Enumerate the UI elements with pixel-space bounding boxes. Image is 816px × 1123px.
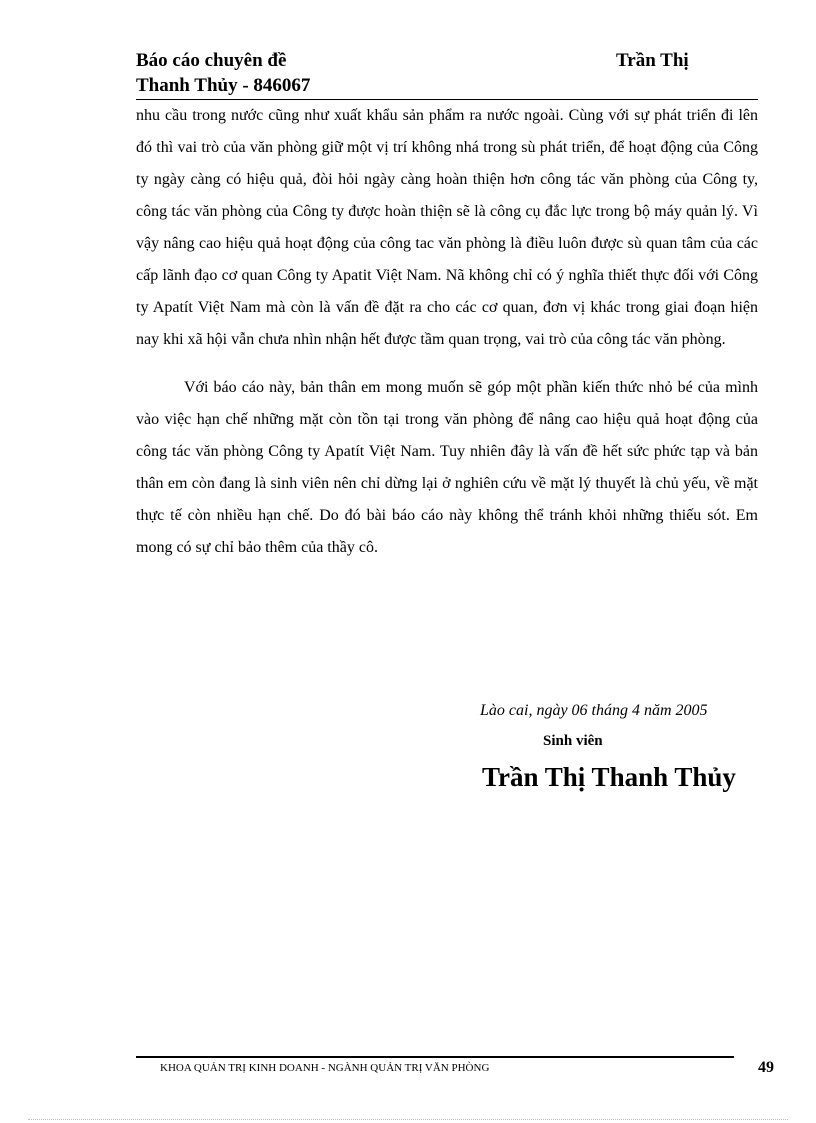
report-title: Báo cáo chuyên đề (136, 50, 287, 71)
paragraph: Với báo cáo này, bản thân em mong muốn sẽ góp một phần kiến thức nhỏ bé của mình vào việc hạn chế những mặt còn tồn tại trong văn phòng để nâng cao hiệu quả hoạt động của công tác văn phòng Công ty Apatít Việt Nam. Tuy nhiên đây là vấn đề hết sức phức tạp và bản thân em còn đang là sinh viên nên chỉ dừng lại ở nghiên cứu về mặt lý thuyết là chủ yếu, về mặt thực tế còn nhiều hạn chế. Do đó bài báo cáo này không thể tránh khỏi những thiếu sót. Em mong có sự chỉ bảo thêm của thầy cô. (136, 379, 758, 556)
page-number: 49 (758, 1059, 774, 1076)
author-name-part: Trần Thị (616, 50, 689, 71)
author-line: Thanh Thủy - 846067 (136, 75, 311, 96)
signature-name: Trần Thị Thanh Thủy (482, 762, 736, 792)
page-header (136, 48, 758, 98)
signature-role: Sinh viên (543, 733, 603, 749)
paragraph: nhu cầu trong nước cũng như xuất khẩu sản phẩm ra nước ngoài. Cùng với sự phát triển đi lên đó thì vai trò của văn phòng giữ một vị trí không nhá trong sù phát triển, để hoạt động của Công ty ngày càng có hiệu quả, đòi hỏi ngày càng hoàn thiện hơn công tác văn phòng của Công ty, công tác văn phòng của Công ty được hoàn thiện sẽ là công cụ đắc lực trong bộ máy quản lý. Vì vậy nâng cao hiệu quả hoạt động của công tac văn phòng là điều luôn được sù quan tâm của các cấp lãnh đạo cơ quan Công ty Apatit Việt Nam. Nã không chỉ có ý nghĩa thiết thực đối với Công ty Apatít Việt Nam mà còn là vấn đề đặt ra cho các cơ quan, đơn vị khác trong giai đoạn hiện nay khi xã hội vẫn chưa nhìn nhận hết được tầm quan trọng, vai trò của công tác văn phòng. (136, 107, 758, 348)
footer-text: KHOA QUẢN TRỊ KINH DOANH - NGÀNH QUẢN TRỊ VĂN PHÒNG (160, 1062, 490, 1074)
header-row (136, 48, 758, 73)
page-bottom-border (28, 1119, 788, 1120)
signature-date: Lào cai, ngày 06 tháng 4 năm 2005 (480, 702, 708, 719)
footer-divider (136, 1056, 734, 1058)
body-text (136, 100, 758, 564)
